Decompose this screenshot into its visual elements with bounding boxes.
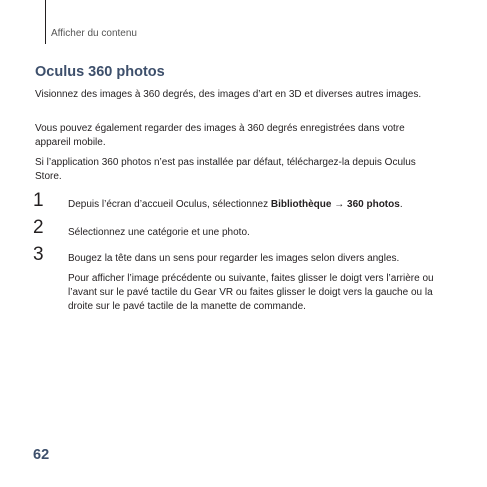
paragraph-store: Si l’application 360 photos n’est pas installée par défaut, téléchargez-la depuis Oculus Store.	[35, 157, 416, 182]
step-text: Bougez la tête dans un sens pour regarder les images selon divers angles.	[68, 253, 400, 264]
step-note: Pour afficher l’image précédente ou suivante, faites glisser le doigt vers l’arrière ou l’avant sur le pavé tactile du Gear VR ou faites glisser le doigt vers la gauche ou la droite sur le pavé tactile de la manette de commande.	[68, 273, 434, 312]
bold-menu-360-photos: 360 photos	[347, 199, 400, 210]
header-title: Afficher du contenu	[51, 28, 137, 39]
page-number: 62	[33, 447, 50, 463]
step-number: 3	[33, 244, 44, 265]
header-rule	[45, 0, 46, 44]
step-number: 1	[33, 190, 44, 211]
paragraph-intro: Visionnez des images à 360 degrés, des images d’art en 3D et diverses autres images.	[35, 89, 422, 100]
step-text: Sélectionnez une catégorie et une photo.	[68, 227, 250, 238]
step-text-part: Depuis l’écran d’accueil Oculus, sélectionnez	[68, 199, 271, 210]
step-number: 2	[33, 217, 44, 238]
arrow-glyph: →	[331, 199, 348, 210]
step-text	[68, 198, 443, 212]
section-title: Oculus 360 photos	[35, 64, 165, 80]
bold-menu-library: Bibliothèque	[270, 199, 332, 210]
paragraph-mobile: Vous pouvez également regarder des images à 360 degrés enregistrées dans votre appareil mobile.	[35, 123, 405, 148]
step-text-end: .	[399, 199, 403, 210]
